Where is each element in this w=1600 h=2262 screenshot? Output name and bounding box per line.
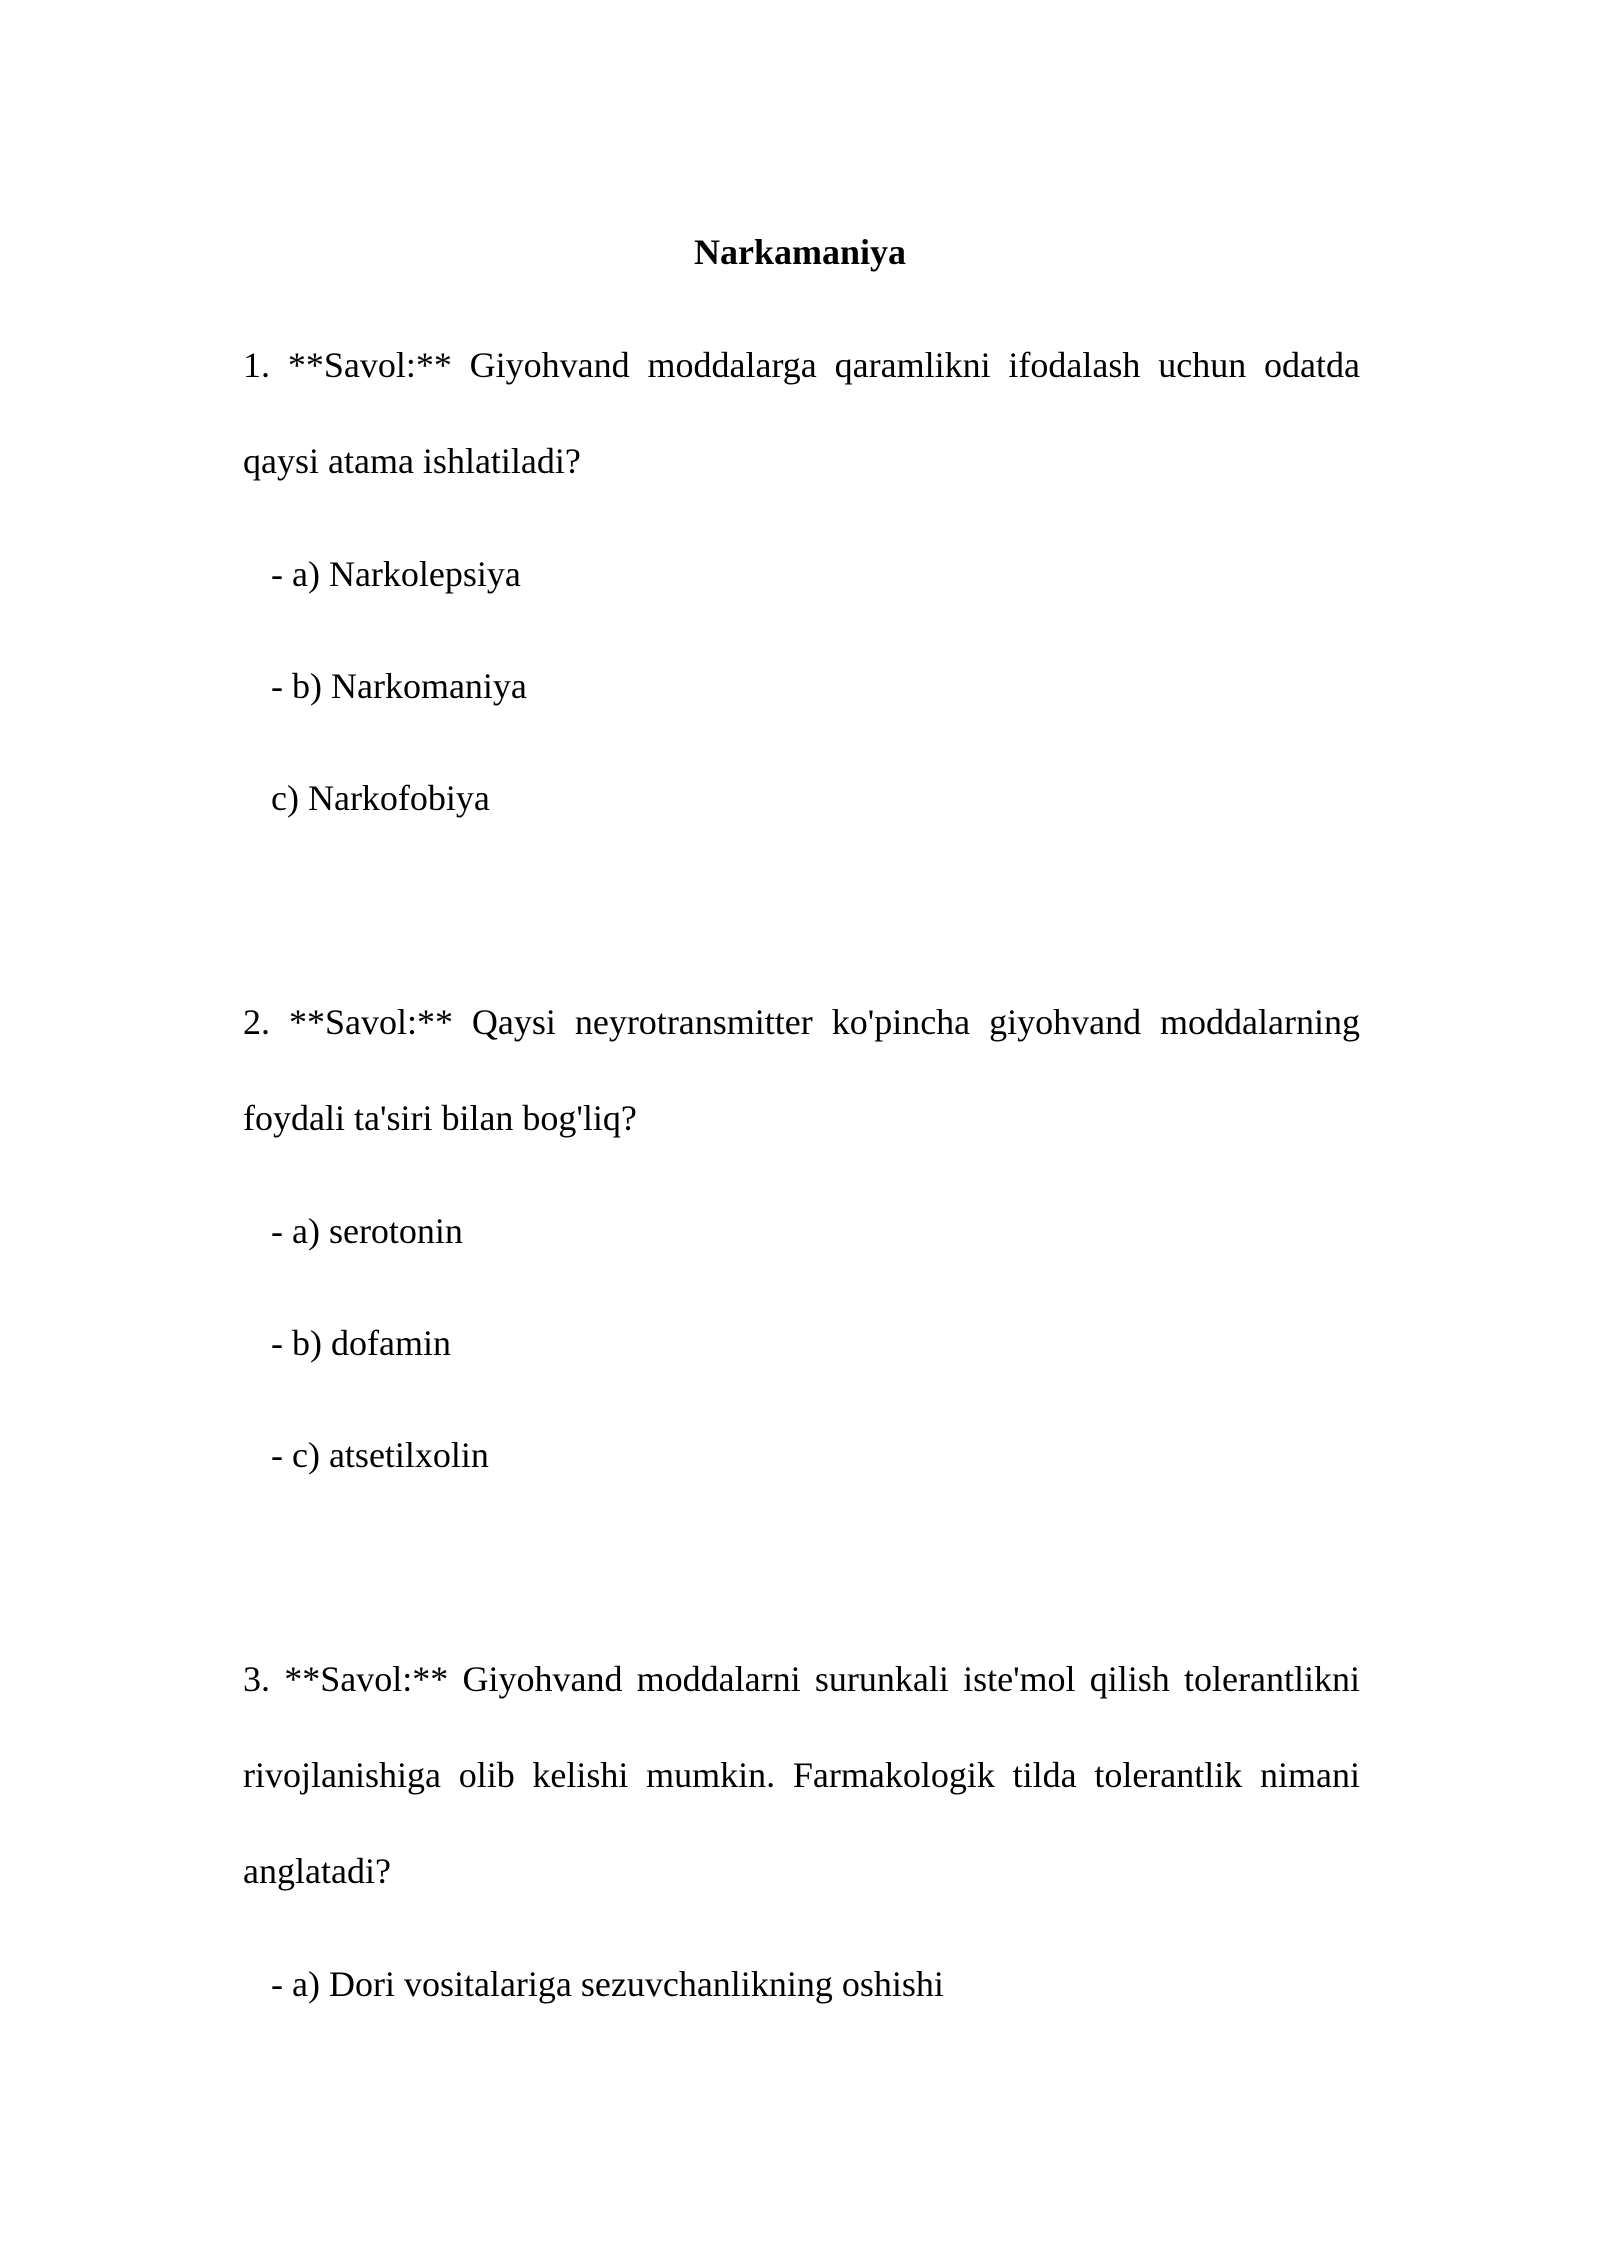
question-1-text: 1. **Savol:** Giyohvand moddalarga qaramlikni ifodalash uchun odatda qaysi atama ishlatiladi?: [243, 345, 1360, 481]
question-3-text: 3. **Savol:** Giyohvand moddalarni surunkali iste'mol qilish tolerantlikni rivojlanishiga olib kelishi mumkin. Farmakologik tilda tolerantlik nimani anglatadi?: [243, 1659, 1360, 1891]
question-2-text: 2. **Savol:** Qaysi neyrotransmitter ko'pincha giyohvand moddalarning foydali ta'siri bilan bog'liq?: [243, 1002, 1360, 1138]
question-1-option-c: c) Narkofobiya: [271, 778, 490, 818]
question-1-option-a: - a) Narkolepsiya: [271, 554, 521, 594]
question-2-option-c: - c) atsetilxolin: [271, 1435, 489, 1475]
document-title: Narkamaniya: [693, 232, 906, 272]
question-2-option-b: - b) dofamin: [271, 1323, 451, 1363]
question-3-option-a: - a) Dori vositalariga sezuvchanlikning oshishi: [271, 1964, 944, 2004]
question-2-option-a: - a) serotonin: [271, 1211, 463, 1251]
question-1-option-b: - b) Narkomaniya: [271, 666, 527, 706]
